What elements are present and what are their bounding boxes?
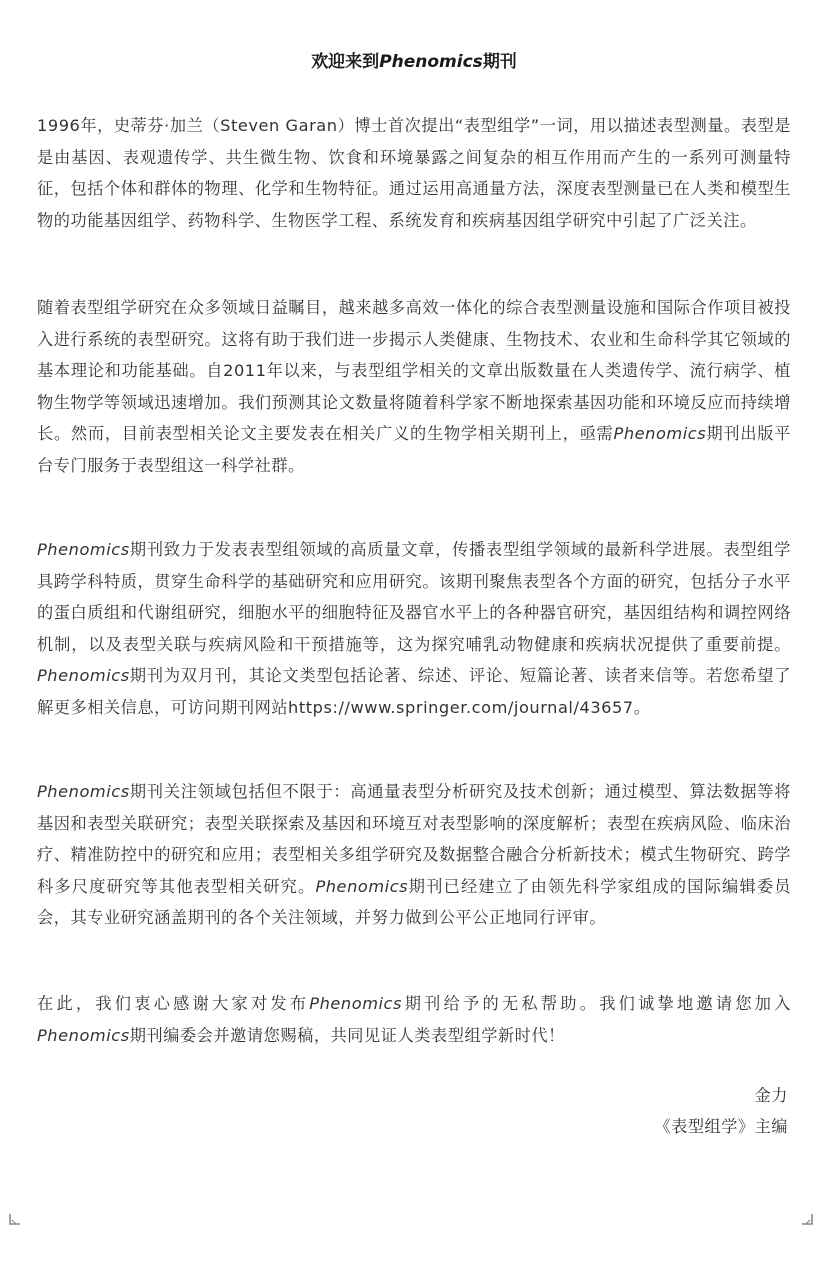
signature-name: 金力: [754, 1086, 788, 1105]
journal-name: Phenomics: [37, 1025, 130, 1045]
journal-name: Phenomics: [309, 994, 402, 1013]
paragraph-scope-text-b: 期刊为双月刊，其论文类型包括论著、综述、评论、短篇论著、读者来信等。若您希望了解更多相关信息，可访问期刊网站https://www.springer.com/journal/43657。: [37, 666, 791, 717]
signature-role: 《表型组学》主编: [654, 1117, 788, 1136]
title-journal-name: Phenomics: [379, 52, 483, 72]
paragraph-background-text-a: 随着表型组学研究在众多领域日益瞩目，越来越多高效一体化的综合表型测量设施和国际合作项目被投入进行系统的表型研究。这将有助于我们进一步揭示人类健康、生物技术、农业和生命科学其它领域的基本理论和功能基础。自2011年以来，与表型组学相关的文章出版数量在人类遗传学、流行病学、植物生物学等领域迅速增加。我们预测其论文数量将随着科学家不断地探索基因功能和环境反应而持续增长。然而，目前表型相关论文主要发表在相关广义的生物学相关期刊上，亟需: [37, 298, 791, 443]
paragraph-thanks-text-a: 在此，我们衷心感谢大家对发布: [37, 994, 310, 1013]
paragraph-thanks: [37, 988, 791, 1051]
paragraph-thanks-text-c: 期刊编委会并邀请您赐稿，共同见证人类表型组学新时代！: [129, 1025, 565, 1045]
paragraph-focus-text-b: 期刊已经建立了由领先科学家组成的国际编辑委员会，其专业研究涵盖期刊的各个关注领域，并努力做到公平公正地同行评审。: [37, 876, 791, 927]
paragraph-focus: [37, 776, 791, 934]
paragraph-background: [37, 292, 791, 481]
journal-name: Phenomics: [37, 782, 130, 801]
paragraph-intro: [37, 110, 791, 236]
paragraph-intro-text: 1996年，史蒂芬·加兰（Steven Garan）博士首次提出“表型组学”一词，用以描述表型测量。表型是是由基因、表观遗传学、共生微生物、饮食和环境暴露之间复杂的相互作用而产生的一系列可测量特征，包括个体和群体的物理、化学和生物特征。通过运用高通量方法，深度表型测量已在人类和模型生物的功能基因组学、药物科学、生物医学工程、系统发育和疾病基因组学研究中引起了广泛关注。: [37, 116, 791, 230]
journal-name: Phenomics: [37, 666, 130, 685]
corner-bracket-right-icon: [800, 1212, 814, 1226]
paragraph-scope: [37, 534, 791, 723]
paragraph-background-text-b: 期刊出版平台专门服务于表型组这一科学社群。: [37, 424, 791, 475]
corner-bracket-left-icon: [8, 1212, 22, 1226]
title-prefix: 欢迎来到: [311, 52, 380, 72]
journal-name: Phenomics: [315, 876, 409, 896]
paragraph-thanks-text-b: 期刊给予的无私帮助。我们诚挚地邀请您加入: [402, 994, 791, 1013]
journal-name: Phenomics: [37, 540, 130, 559]
page-title: [0, 50, 828, 74]
paragraph-focus-text-a: 期刊关注领域包括但不限于：高通量表型分析研究及技术创新；通过模型、算法数据等将基因和表型关联研究；表型关联探索及基因和环境互对表型影响的深度解析；表型在疾病风险、临床治疗、精准防控中的研究和应用；表型相关多组学研究及数据整合融合分析新技术；模式生物研究、跨学科多尺度研究等其他表型相关研究。: [37, 782, 791, 896]
paragraph-scope-text-a: 期刊致力于发表表型组领域的高质量文章，传播表型组学领域的最新科学进展。表型组学具跨学科特质，贯穿生命科学的基础研究和应用研究。该期刊聚焦表型各个方面的研究，包括分子水平的蛋白质组和代谢组研究，细胞水平的细胞特征及器官水平上的各种器官研究，基因组结构和调控网络机制，以及表型关联与疾病风险和干预措施等，这为探究哺乳动物健康和疾病状况提供了重要前提。: [37, 540, 791, 654]
journal-name: Phenomics: [613, 424, 707, 443]
title-suffix: 期刊: [482, 52, 517, 72]
